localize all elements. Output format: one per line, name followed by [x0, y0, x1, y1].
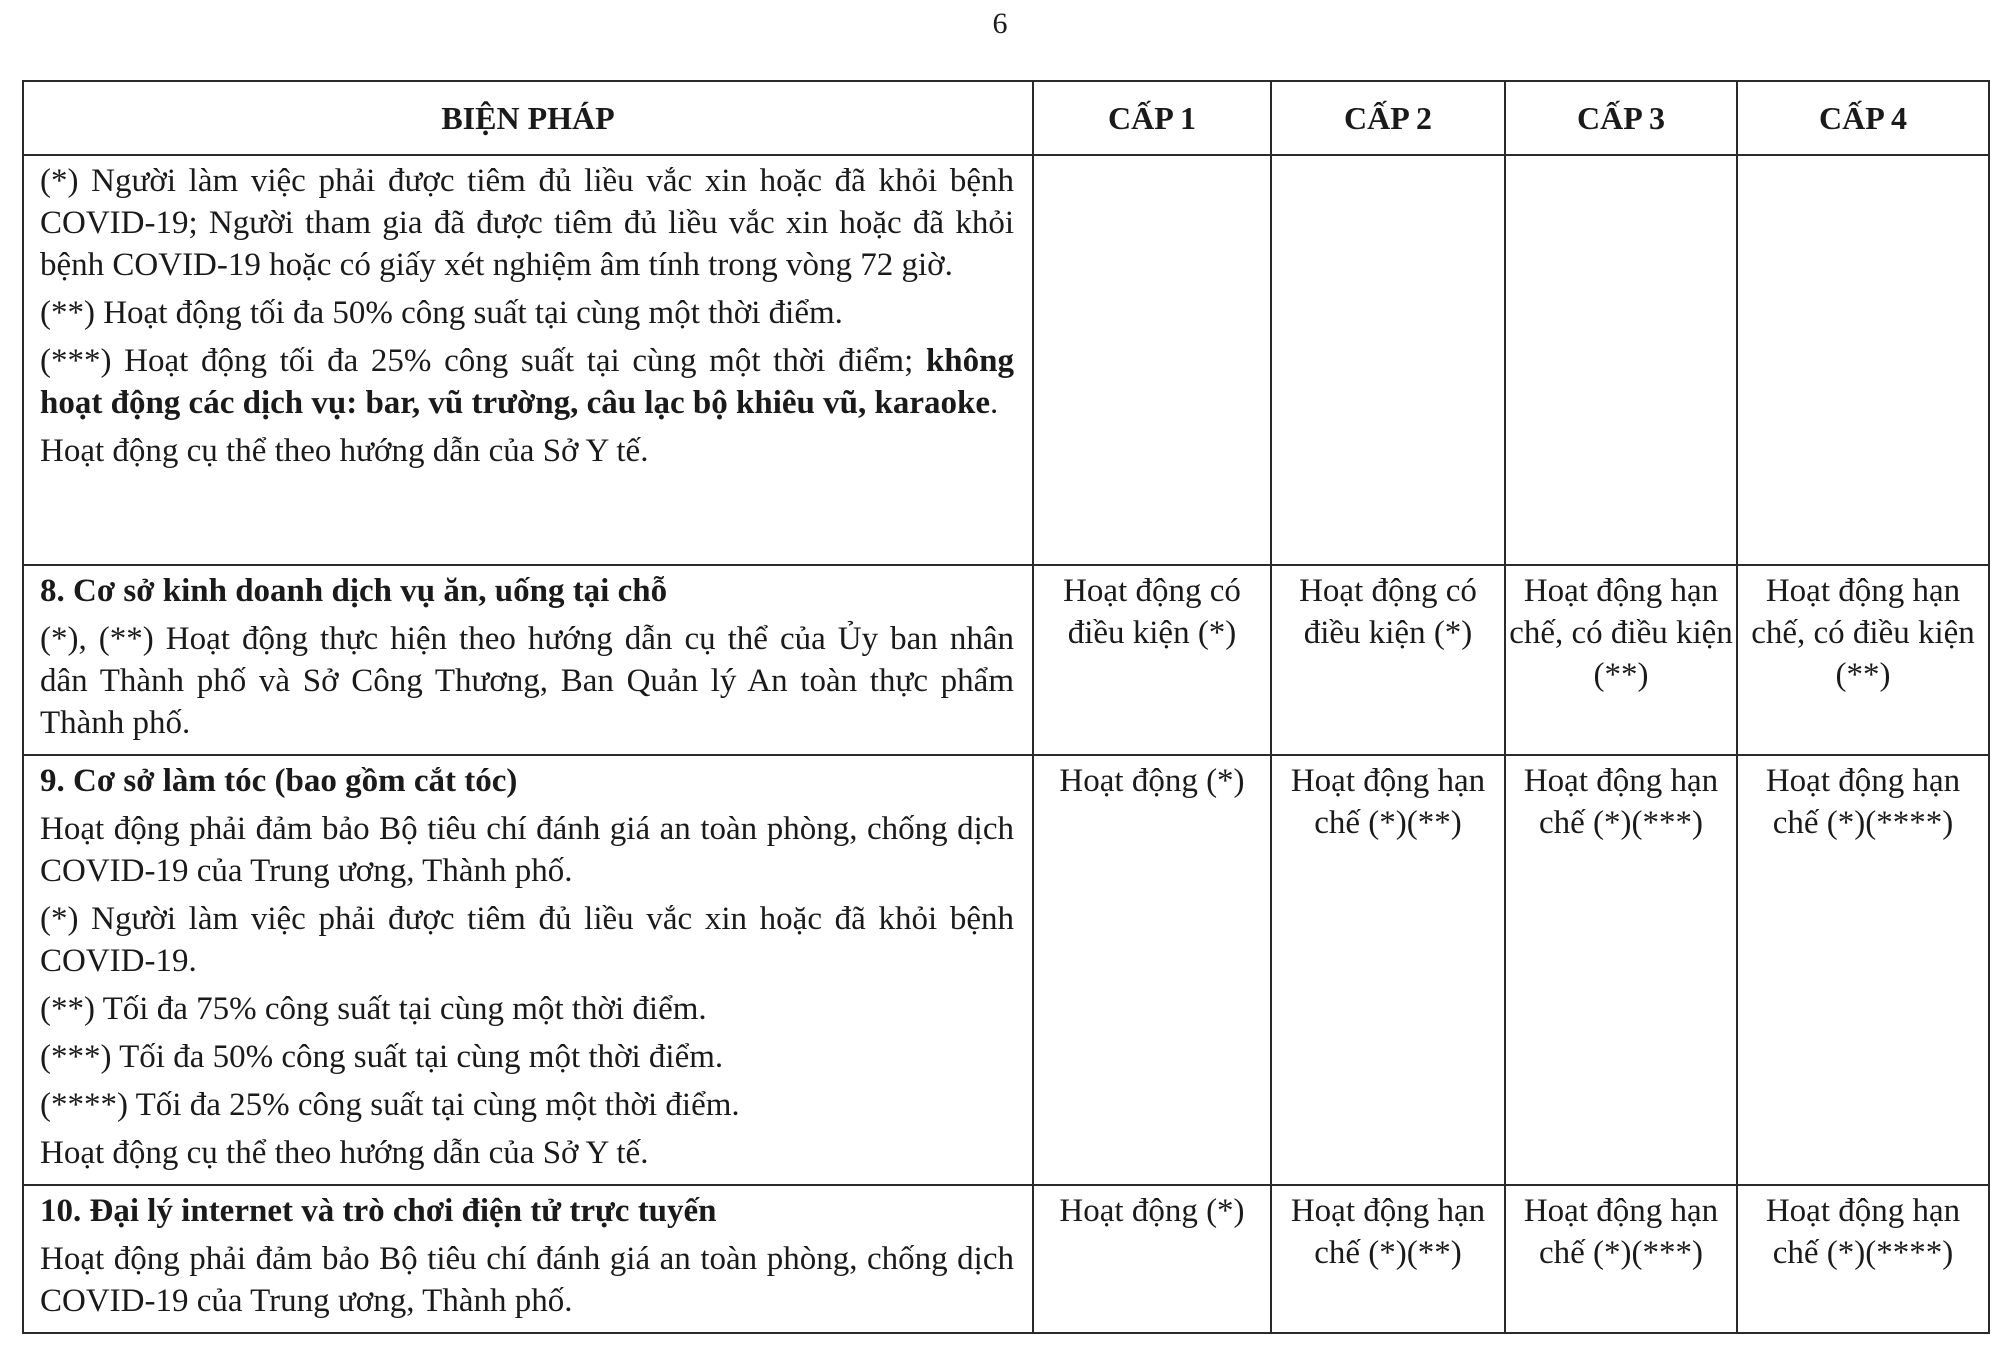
measures-table	[22, 80, 1990, 1334]
level-3-cell: Hoạt động hạn chế, có điều kiện (**)	[1505, 565, 1737, 755]
measure-note: Hoạt động cụ thể theo hướng dẫn của Sở Y tế.	[40, 433, 649, 469]
table-row	[23, 1185, 1989, 1333]
level-3-cell	[1505, 155, 1737, 565]
measure-note: (**) Tối đa 75% công suất tại cùng một thời điểm.	[40, 991, 707, 1027]
header-level-1: CẤP 1	[1033, 81, 1271, 155]
level-3-cell: Hoạt động hạn chế (*)(***)	[1505, 1185, 1737, 1333]
measure-note: (*) Người làm việc phải được tiêm đủ liều vắc xin hoặc đã khỏi bệnh COVID-19; Người tham gia đã được tiêm đủ liều vắc xin hoặc đã khỏi bệnh COVID-19 hoặc có giấy xét nghiệm âm tính trong vòng 72 giờ.	[40, 163, 1014, 283]
level-4-cell: Hoạt động hạn chế (*)(****)	[1737, 1185, 1989, 1333]
level-1-cell	[1033, 155, 1271, 565]
measure-note: (****) Tối đa 25% công suất tại cùng một thời điểm.	[40, 1087, 740, 1123]
header-level-2: CẤP 2	[1271, 81, 1505, 155]
header-measure: BIỆN PHÁP	[23, 81, 1033, 155]
measure-note: (*) Người làm việc phải được tiêm đủ liều vắc xin hoặc đã khỏi bệnh COVID-19.	[40, 901, 1014, 979]
level-1-cell: Hoạt động có điều kiện (*)	[1033, 565, 1271, 755]
measure-cell	[23, 155, 1033, 565]
table-row	[23, 565, 1989, 755]
measure-title: 8. Cơ sở kinh doanh dịch vụ ăn, uống tại chỗ	[40, 573, 668, 609]
level-4-cell	[1737, 155, 1989, 565]
measure-note-text: (***) Hoạt động tối đa 25% công suất tại cùng một thời điểm;	[40, 343, 914, 379]
level-2-cell	[1271, 155, 1505, 565]
header-level-4: CẤP 4	[1737, 81, 1989, 155]
measure-note: (**) Hoạt động tối đa 50% công suất tại cùng một thời điểm.	[40, 295, 843, 331]
level-4-cell: Hoạt động hạn chế, có điều kiện (**)	[1737, 565, 1989, 755]
measure-note-text: .	[990, 385, 999, 421]
level-2-cell: Hoạt động hạn chế (*)(**)	[1271, 755, 1505, 1185]
level-2-cell: Hoạt động có điều kiện (*)	[1271, 565, 1505, 755]
level-2-cell: Hoạt động hạn chế (*)(**)	[1271, 1185, 1505, 1333]
header-row	[23, 81, 1989, 155]
measure-note: Hoạt động phải đảm bảo Bộ tiêu chí đánh giá an toàn phòng, chống dịch COVID-19 của Trung ương, Thành phố.	[40, 1241, 1014, 1319]
header-level-3: CẤP 3	[1505, 81, 1737, 155]
measure-title: 9. Cơ sở làm tóc (bao gồm cắt tóc)	[40, 763, 518, 799]
measure-cell	[23, 755, 1033, 1185]
measure-cell	[23, 565, 1033, 755]
measure-note	[40, 340, 1014, 424]
table-row	[23, 755, 1989, 1185]
level-3-cell: Hoạt động hạn chế (*)(***)	[1505, 755, 1737, 1185]
level-1-cell: Hoạt động (*)	[1033, 755, 1271, 1185]
measure-note: Hoạt động cụ thể theo hướng dẫn của Sở Y tế.	[40, 1135, 649, 1171]
measure-note-emphasis: không hoạt động các dịch vụ: bar, vũ trường, câu lạc bộ khiêu vũ, karaoke	[40, 343, 1015, 421]
measure-title: 10. Đại lý internet và trò chơi điện tử trực tuyến	[40, 1193, 717, 1229]
table-row	[23, 155, 1989, 565]
level-1-cell: Hoạt động (*)	[1033, 1185, 1271, 1333]
measure-cell	[23, 1185, 1033, 1333]
measure-note: Hoạt động phải đảm bảo Bộ tiêu chí đánh giá an toàn phòng, chống dịch COVID-19 của Trung ương, Thành phố.	[40, 811, 1014, 889]
page-number: 6	[992, 7, 1008, 40]
level-4-cell: Hoạt động hạn chế (*)(****)	[1737, 755, 1989, 1185]
measure-note: (*), (**) Hoạt động thực hiện theo hướng dẫn cụ thể của Ủy ban nhân dân Thành phố và Sở Công Thương, Ban Quản lý An toàn thực phẩm Thành phố.	[40, 621, 1014, 741]
measure-note: (***) Tối đa 50% công suất tại cùng một thời điểm.	[40, 1039, 724, 1075]
